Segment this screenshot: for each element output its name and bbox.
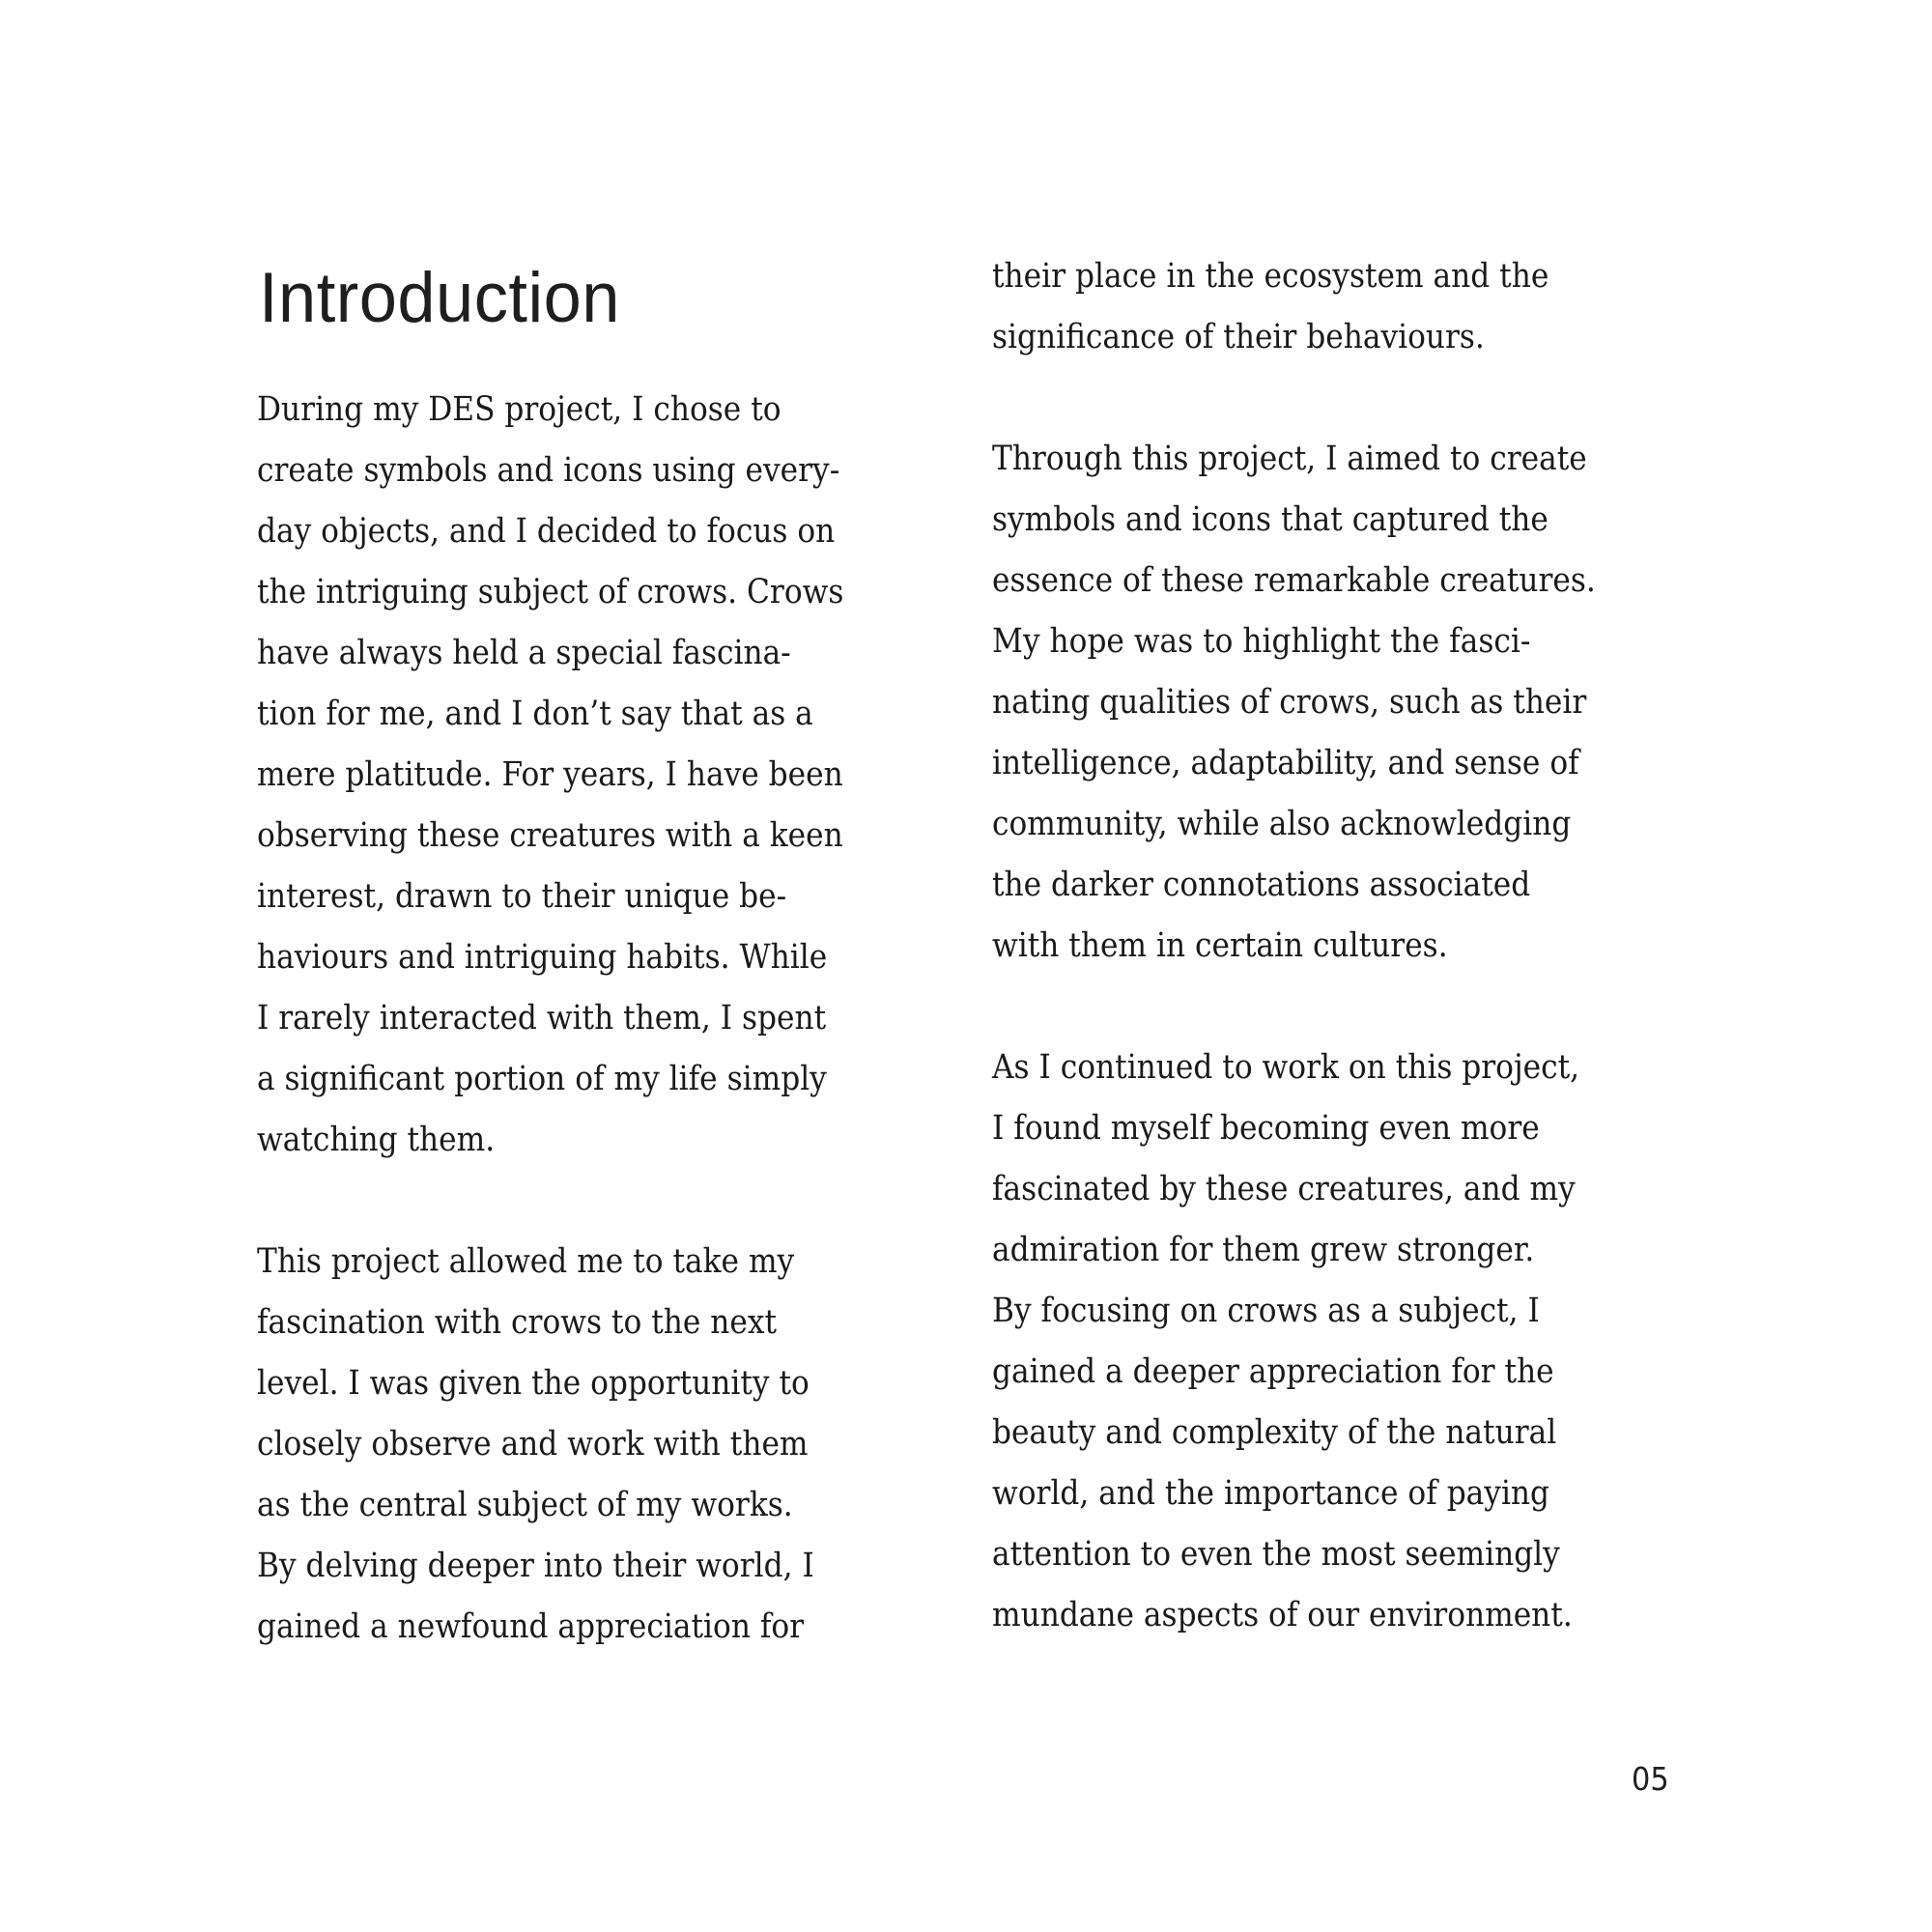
text-line: create symbols and icons using every- <box>257 451 840 490</box>
paragraph-2 <box>257 1232 991 1658</box>
text-line: By focusing on crows as a subject, I <box>992 1292 1540 1330</box>
text-line: observing these creatures with a keen <box>257 816 843 855</box>
text-line: I rarely interacted with them, I spent <box>257 999 827 1037</box>
right-column <box>992 246 1726 1646</box>
text-line: their place in the ecosystem and the <box>992 257 1549 296</box>
text-line: tion for me, and I don’t say that as a <box>257 695 813 733</box>
paragraph-continued <box>992 246 1726 368</box>
text-line: day objects, and I decided to focus on <box>257 512 836 551</box>
page-heading: Introduction <box>259 259 620 337</box>
text-line: This project allowed me to take my <box>257 1242 795 1281</box>
text-line: Through this project, I aimed to create <box>992 440 1587 478</box>
text-line: interest, drawn to their unique be- <box>257 877 787 916</box>
text-line: intelligence, adaptability, and sense of <box>992 744 1579 782</box>
text-line: gained a newfound appreciation for <box>257 1607 805 1646</box>
text-line: admiration for them grew stronger. <box>992 1231 1535 1269</box>
text-line: closely observe and work with them <box>257 1425 809 1463</box>
text-line: nating qualities of crows, such as their <box>992 683 1587 722</box>
text-line: symbols and icons that captured the <box>992 500 1548 539</box>
text-line: world, and the importance of paying <box>992 1474 1550 1513</box>
paragraph-3 <box>992 429 1726 977</box>
text-line: gained a deeper appreciation for the <box>992 1352 1554 1391</box>
page-number: 05 <box>1632 1760 1669 1798</box>
text-line: fascinated by these creatures, and my <box>992 1170 1576 1208</box>
text-line: mundane aspects of our environment. <box>992 1596 1573 1634</box>
paragraph-4 <box>992 1037 1726 1646</box>
paragraph-spacer <box>992 368 1657 429</box>
text-line: level. I was given the opportunity to <box>257 1364 810 1403</box>
text-line: haviours and intriguing habits. While <box>257 938 828 977</box>
text-line: have always held a special fascina- <box>257 634 791 672</box>
text-line: I found myself becoming even more <box>992 1109 1540 1148</box>
text-line: beauty and complexity of the natural <box>992 1413 1557 1452</box>
text-line: By delving deeper into their world, I <box>257 1547 814 1585</box>
text-line: attention to even the most seemingly <box>992 1535 1560 1574</box>
paragraph-spacer <box>992 977 1657 1037</box>
paragraph-spacer <box>257 1171 922 1232</box>
text-line: community, while also acknowledging <box>992 805 1572 843</box>
text-line: a significant portion of my life simply <box>257 1060 827 1098</box>
text-line: mere platitude. For years, I have been <box>257 755 843 794</box>
text-line: with them in certain cultures. <box>992 926 1448 965</box>
text-line: as the central subject of my works. <box>257 1486 793 1524</box>
text-line: essence of these remarkable creatures. <box>992 561 1596 600</box>
left-column <box>257 380 991 1658</box>
text-line: fascination with crows to the next <box>257 1303 777 1342</box>
text-line: the intriguing subject of crows. Crows <box>257 573 844 611</box>
paragraph-1 <box>257 380 991 1171</box>
text-line: During my DES project, I chose to <box>257 390 781 429</box>
text-line: significance of their behaviours. <box>992 318 1485 356</box>
text-line: As I continued to work on this project, <box>992 1048 1580 1087</box>
text-line: My hope was to highlight the fasci- <box>992 622 1531 661</box>
text-line: the darker connotations associated <box>992 866 1531 904</box>
text-line: watching them. <box>257 1121 496 1159</box>
